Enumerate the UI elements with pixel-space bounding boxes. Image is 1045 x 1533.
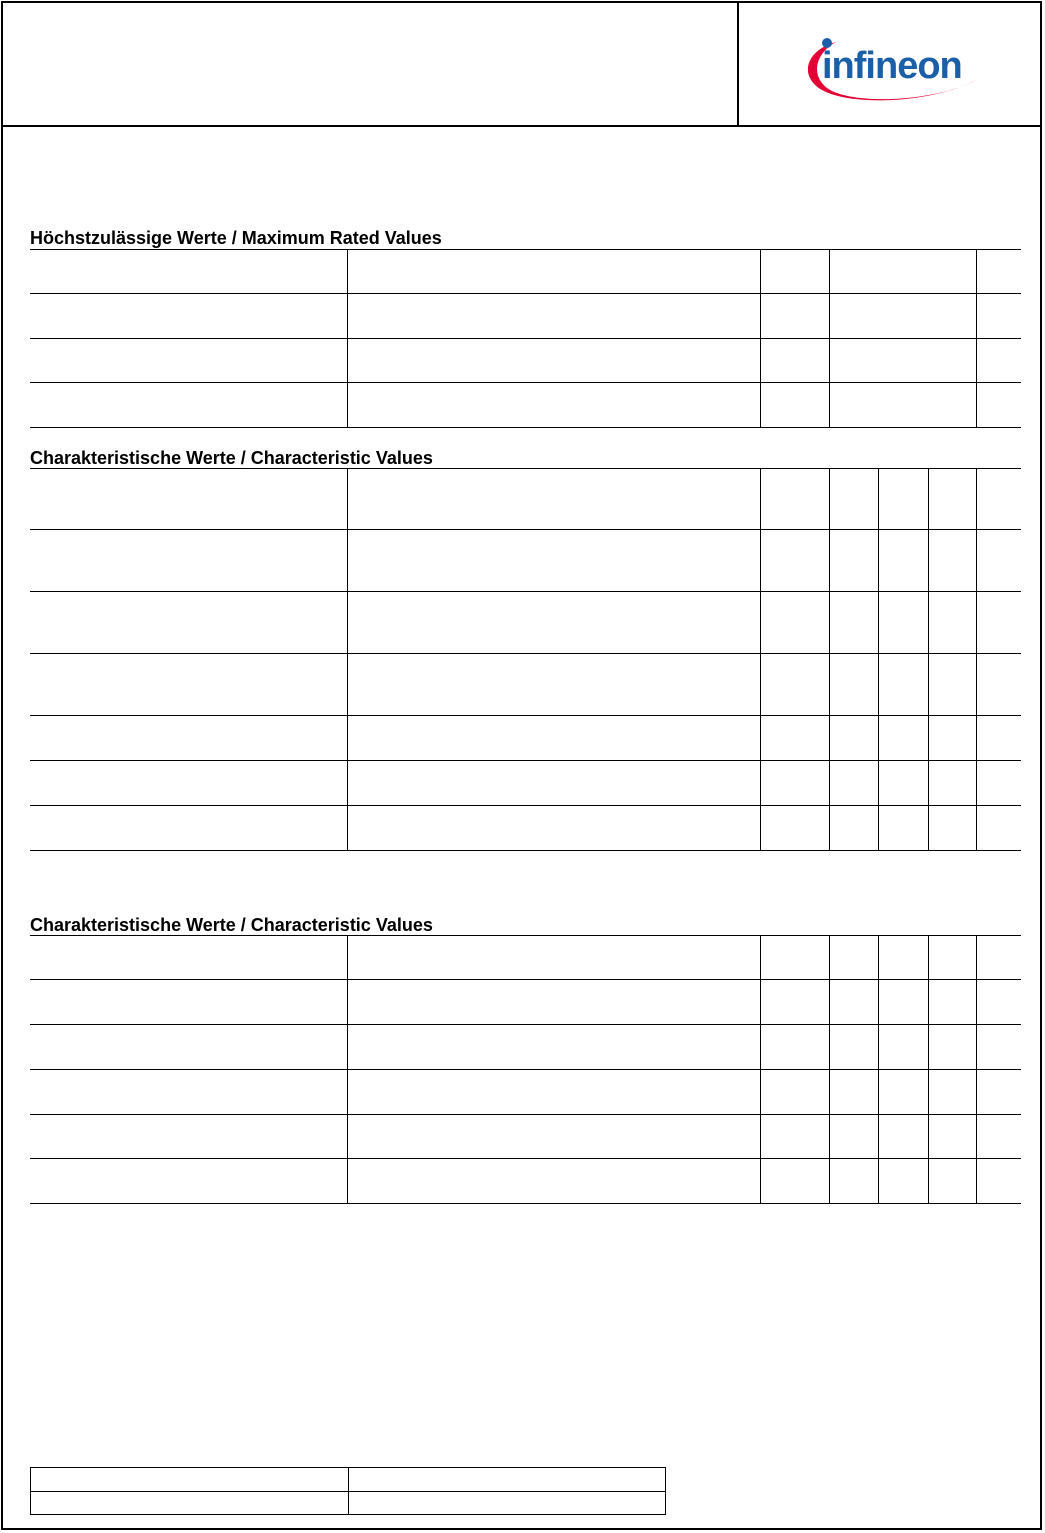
table-row	[30, 383, 1021, 428]
section-title-characteristic-1: Charakteristische Werte / Characteristic Values	[30, 448, 433, 468]
infineon-logo	[800, 28, 980, 104]
max-rated-table	[30, 249, 1021, 428]
header-divider	[737, 1, 739, 126]
table-row	[30, 806, 1021, 851]
table-row	[30, 530, 1021, 592]
characteristic-table-2	[30, 935, 1021, 1204]
table-row	[30, 339, 1021, 383]
table-row	[30, 980, 1021, 1025]
table-row	[30, 1159, 1021, 1204]
table-row	[30, 935, 1021, 980]
table-row	[30, 1070, 1021, 1115]
table-row	[30, 716, 1021, 761]
footer-column-divider	[348, 1468, 349, 1514]
table-row	[30, 654, 1021, 716]
table-row	[30, 468, 1021, 530]
section-title-characteristic-2: Charakteristische Werte / Characteristic Values	[30, 915, 433, 935]
table-row	[30, 1025, 1021, 1070]
svg-text:infineon: infineon	[822, 45, 962, 87]
characteristic-table-1	[30, 468, 1021, 851]
footer-table	[30, 1467, 666, 1515]
table-row	[30, 761, 1021, 806]
table-row	[30, 592, 1021, 654]
table-row	[30, 249, 1021, 294]
table-row	[30, 294, 1021, 339]
section-title-max-rated: Höchstzulässige Werte / Maximum Rated Values	[30, 228, 442, 248]
table-row	[30, 1115, 1021, 1159]
